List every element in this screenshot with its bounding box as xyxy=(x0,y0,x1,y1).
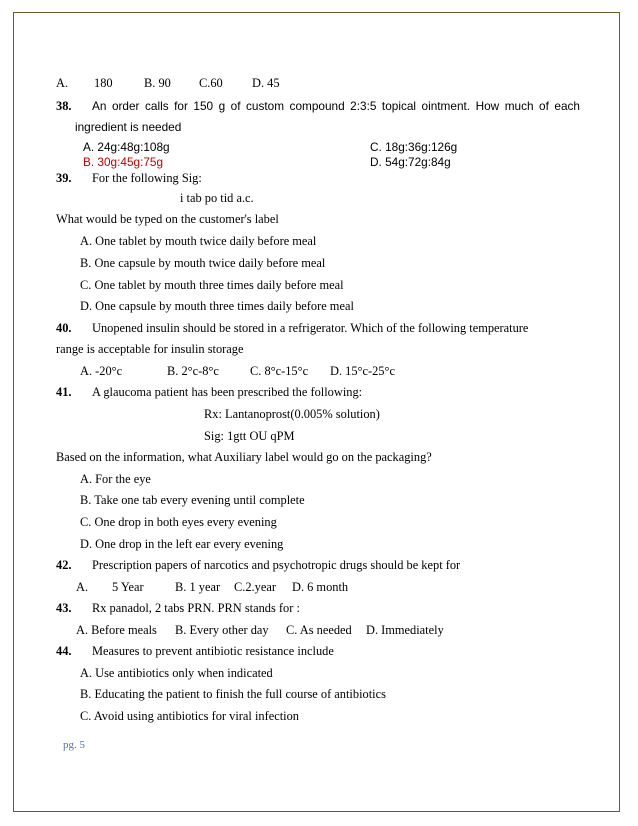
q37-option-d: D. 45 xyxy=(252,76,280,90)
q43-option-d: D. Immediately xyxy=(366,623,444,637)
q39-sig: i tab po tid a.c. xyxy=(180,191,254,205)
q38-question-text-2: ingredient is needed xyxy=(75,120,182,134)
q43-number: 43. xyxy=(56,601,72,615)
q39-option-b: B. One capsule by mouth twice daily before meal xyxy=(80,256,326,270)
q42-option-d: D. 6 month xyxy=(292,580,349,594)
q38-option-a: A. 24g:48g:108g xyxy=(83,140,170,154)
q37-option-b: B. 90 xyxy=(144,76,171,90)
q41-option-d: D. One drop in the left ear every evening xyxy=(80,537,284,551)
q38-option-b-answer: B. 30g:45g:75g xyxy=(83,155,164,169)
q43-option-a: A. Before meals xyxy=(76,623,157,637)
q42-option-a-value: 5 Year xyxy=(112,580,144,594)
page-number: pg. 5 xyxy=(63,739,85,751)
q40-option-d: D. 15°c-25°c xyxy=(330,364,395,378)
q44-option-a: A. Use antibiotics only when indicated xyxy=(80,666,273,680)
q44-question-text: Measures to prevent antibiotic resistance include xyxy=(92,644,334,658)
q38-option-c: C. 18g:36g:126g xyxy=(370,140,458,154)
q37-option-a-value: 180 xyxy=(94,76,113,90)
q42-option-b: B. 1 year xyxy=(175,580,221,594)
q42-number: 42. xyxy=(56,558,72,572)
q41-option-c: C. One drop in both eyes every evening xyxy=(80,515,277,529)
q44-option-c: C. Avoid using antibiotics for viral infection xyxy=(80,709,299,723)
q40-option-c: C. 8°c-15°c xyxy=(250,364,309,378)
q40-number: 40. xyxy=(56,321,72,335)
q40-option-b: B. 2°c-8°c xyxy=(167,364,219,378)
q42-question-text: Prescription papers of narcotics and psychotropic drugs should be kept for xyxy=(92,558,461,572)
q40-option-a: A. -20°c xyxy=(80,364,123,378)
q43-question-text: Rx panadol, 2 tabs PRN. PRN stands for : xyxy=(92,601,300,615)
q41-prompt: Based on the information, what Auxiliary label would go on the packaging? xyxy=(56,450,432,464)
q42-option-c: C.2.year xyxy=(234,580,276,594)
q39-number: 39. xyxy=(56,171,72,185)
q41-number: 41. xyxy=(56,385,72,399)
q40-question-text-2: range is acceptable for insulin storage xyxy=(56,342,244,356)
q38-number: 38. xyxy=(56,99,72,113)
q42-option-a-label: A. xyxy=(76,580,89,594)
q39-option-c: C. One tablet by mouth three times daily before meal xyxy=(80,278,344,292)
q39-option-d: D. One capsule by mouth three times daily before meal xyxy=(80,299,354,313)
q43-option-c: C. As needed xyxy=(286,623,352,637)
q37-option-c: C.60 xyxy=(199,76,223,90)
q41-option-a: A. For the eye xyxy=(80,472,151,486)
q38-option-d: D. 54g:72g:84g xyxy=(370,155,451,169)
q40-question-text: Unopened insulin should be stored in a refrigerator. Which of the following temperature xyxy=(92,321,529,335)
q41-sig: Sig: 1gtt OU qPM xyxy=(204,429,295,443)
q43-option-b: B. Every other day xyxy=(175,623,269,637)
q37-option-a-label: A. xyxy=(56,76,69,90)
q41-option-b: B. Take one tab every evening until complete xyxy=(80,493,305,507)
q44-option-b: B. Educating the patient to finish the full course of antibiotics xyxy=(80,687,386,701)
q41-rx: Rx: Lantanoprost(0.005% solution) xyxy=(204,407,380,421)
q39-prompt: What would be typed on the customer's label xyxy=(56,212,279,226)
q39-question-text: For the following Sig: xyxy=(92,171,202,185)
q38-question-text: An order calls for 150 g of custom compound 2:3:5 topical ointment. How much of each xyxy=(92,99,580,113)
q41-question-text: A glaucoma patient has been prescribed the following: xyxy=(92,385,363,399)
q44-number: 44. xyxy=(56,644,72,658)
q39-option-a: A. One tablet by mouth twice daily before meal xyxy=(80,234,317,248)
